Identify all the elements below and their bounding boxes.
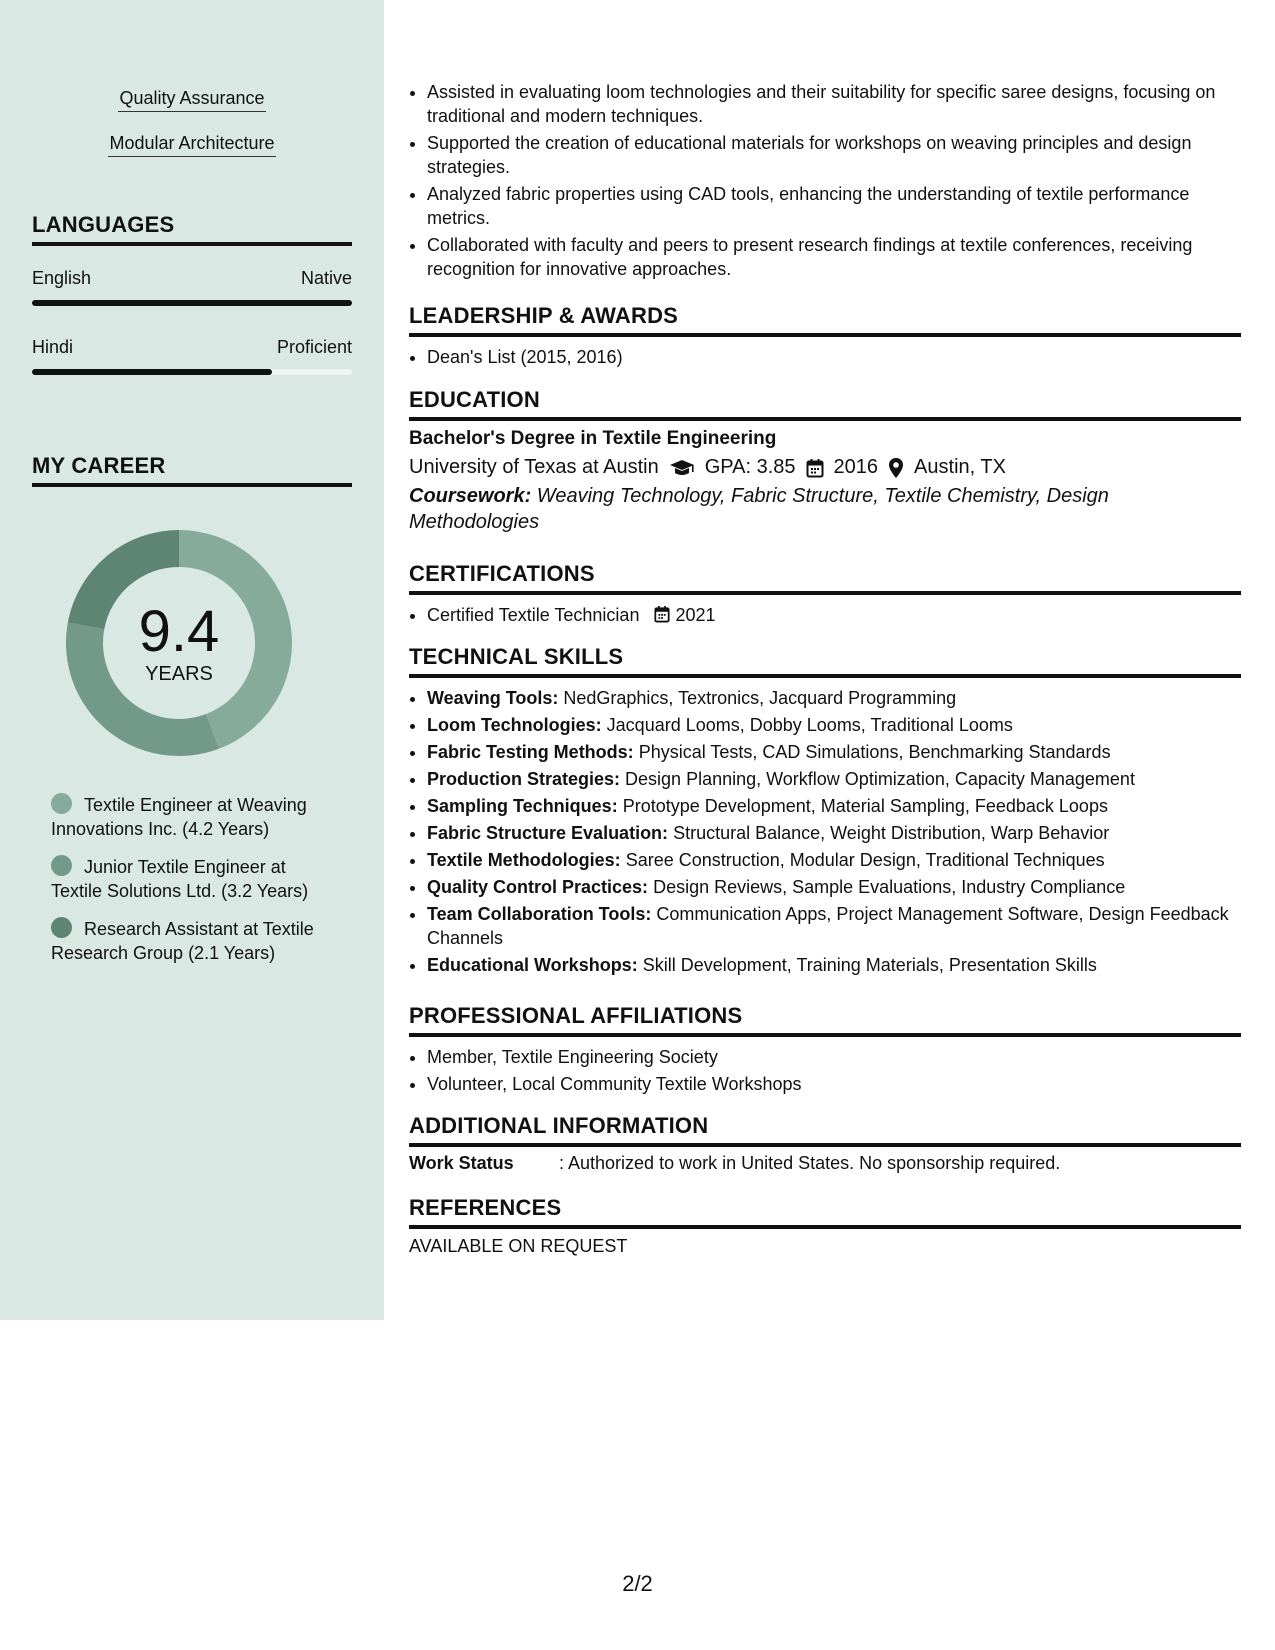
gpa: GPA: 3.85: [704, 456, 796, 478]
list-item: • Fabric Testing Methods: Physical Tests, CAD Simulations, Benchmarking Standards: [427, 740, 1241, 764]
additional-info-heading: ADDITIONAL INFORMATION: [409, 1113, 709, 1138]
calendar-icon: [806, 458, 824, 478]
list-item: • Member, Textile Engineering Society: [427, 1045, 1241, 1069]
list-item: [427, 603, 1241, 627]
page-number: 2/2: [622, 1571, 653, 1596]
languages-heading: LANGUAGES: [32, 212, 175, 237]
list-item: • Loom Technologies: Jacquard Looms, Dobby Looms, Traditional Looms: [427, 713, 1241, 737]
list-item: • Quality Control Practices: Design Reviews, Sample Evaluations, Industry Compliance: [427, 875, 1241, 899]
degree-title: Bachelor's Degree in Textile Engineering: [409, 428, 777, 449]
career-total-years: 9.4: [138, 599, 220, 664]
section-divider: [409, 674, 1241, 678]
career-donut-chart: [66, 530, 292, 756]
list-item: • Supported the creation of educational materials for workshops on weaving principles and design strategies.: [427, 131, 1241, 179]
skill-tag: Modular Architecture: [0, 133, 384, 157]
coursework-label: Coursework:: [409, 485, 532, 507]
graduation-year: 2016: [833, 456, 879, 478]
language-name: English: [32, 268, 92, 288]
list-item: • Sampling Techniques: Prototype Development, Material Sampling, Feedback Loops: [427, 794, 1241, 818]
language-row: [32, 337, 352, 358]
language-level: Proficient: [276, 337, 352, 357]
list-item: • Educational Workshops: Skill Development, Training Materials, Presentation Skills: [427, 953, 1241, 977]
coursework: Coursework: Weaving Technology, Fabric Structure, Textile Chemistry, Design Methodologies: [409, 485, 1109, 533]
certification-year: 2021: [675, 605, 716, 625]
list-item: • Production Strategies: Design Planning, Workflow Optimization, Capacity Management: [427, 767, 1241, 791]
leadership-heading: LEADERSHIP & AWARDS: [409, 303, 679, 328]
leadership-list: [409, 345, 1241, 372]
affiliations-heading: PROFESSIONAL AFFILIATIONS: [409, 1003, 743, 1028]
location-pin-icon: [888, 457, 904, 479]
section-divider: [409, 417, 1241, 421]
calendar-icon: [654, 605, 670, 623]
work-status: [409, 1153, 1241, 1174]
legend-dot: [51, 793, 72, 814]
school-location: Austin, TX: [914, 456, 1006, 478]
career-heading: MY CAREER: [32, 453, 166, 478]
sidebar: [0, 0, 384, 1320]
section-divider: [409, 1143, 1241, 1147]
career-legend-item: Textile Engineer at Weaving Innovations Inc. (4.2 Years): [51, 795, 307, 839]
skill-tag: Quality Assurance: [0, 88, 384, 112]
references-text: AVAILABLE ON REQUEST: [409, 1236, 628, 1256]
section-divider: [32, 242, 352, 246]
list-item: • Dean's List (2015, 2016): [427, 345, 1241, 369]
certification-name: Certified Textile Technician: [427, 605, 640, 625]
list-item: • Team Collaboration Tools: Communication Apps, Project Management Software, Design Feedback Channels: [427, 902, 1241, 950]
career-legend-item: Junior Textile Engineer at Textile Solutions Ltd. (3.2 Years): [51, 857, 309, 901]
language-level: Native: [300, 268, 352, 288]
technical-skills-list: [409, 686, 1241, 980]
section-divider: [409, 333, 1241, 337]
education-details: [409, 456, 1241, 479]
career-legend-item: Research Assistant at Textile Research Group (2.1 Years): [51, 919, 314, 963]
language-proficiency-fill: [32, 300, 352, 306]
section-divider: [409, 1225, 1241, 1229]
experience-bullets: [409, 80, 1241, 284]
legend-dot: [51, 917, 72, 938]
list-item: • Weaving Tools: NedGraphics, Textronics, Jacquard Programming: [427, 686, 1241, 710]
list-item: • Textile Methodologies: Saree Construction, Modular Design, Traditional Techniques: [427, 848, 1241, 872]
list-item: • Volunteer, Local Community Textile Workshops: [427, 1072, 1241, 1096]
section-divider: [32, 483, 352, 487]
language-proficiency-bar: [32, 300, 352, 306]
section-divider: [409, 1033, 1241, 1037]
work-status-value: : Authorized to work in United States. No sponsorship required.: [559, 1153, 1061, 1173]
certifications-heading: CERTIFICATIONS: [409, 561, 595, 586]
list-item: • Collaborated with faculty and peers to present research findings at textile conferences, receiving recognition for innovative approaches.: [427, 233, 1241, 281]
technical-skills-heading: TECHNICAL SKILLS: [409, 644, 624, 669]
education-entry: [409, 428, 1241, 535]
list-item: • Fabric Structure Evaluation: Structural Balance, Weight Distribution, Warp Behavior: [427, 821, 1241, 845]
certifications-list: [409, 603, 1241, 630]
legend-dot: [51, 855, 72, 876]
section-divider: [409, 591, 1241, 595]
work-status-label: Work Status: [409, 1153, 514, 1173]
career-years-unit: YEARS: [145, 663, 213, 685]
language-row: [32, 268, 352, 289]
language-name: Hindi: [32, 337, 74, 357]
references-heading: REFERENCES: [409, 1195, 562, 1220]
list-item: • Analyzed fabric properties using CAD tools, enhancing the understanding of textile performance metrics.: [427, 182, 1241, 230]
language-proficiency-fill: [32, 369, 272, 375]
list-item: • Assisted in evaluating loom technologies and their suitability for specific saree designs, focusing on traditional and modern techniques.: [427, 80, 1241, 128]
language-proficiency-bar: [32, 369, 352, 375]
school-name: University of Texas at Austin: [409, 456, 659, 478]
affiliations-list: [409, 1045, 1241, 1099]
graduation-cap-icon: [669, 459, 695, 477]
education-heading: EDUCATION: [409, 387, 540, 412]
